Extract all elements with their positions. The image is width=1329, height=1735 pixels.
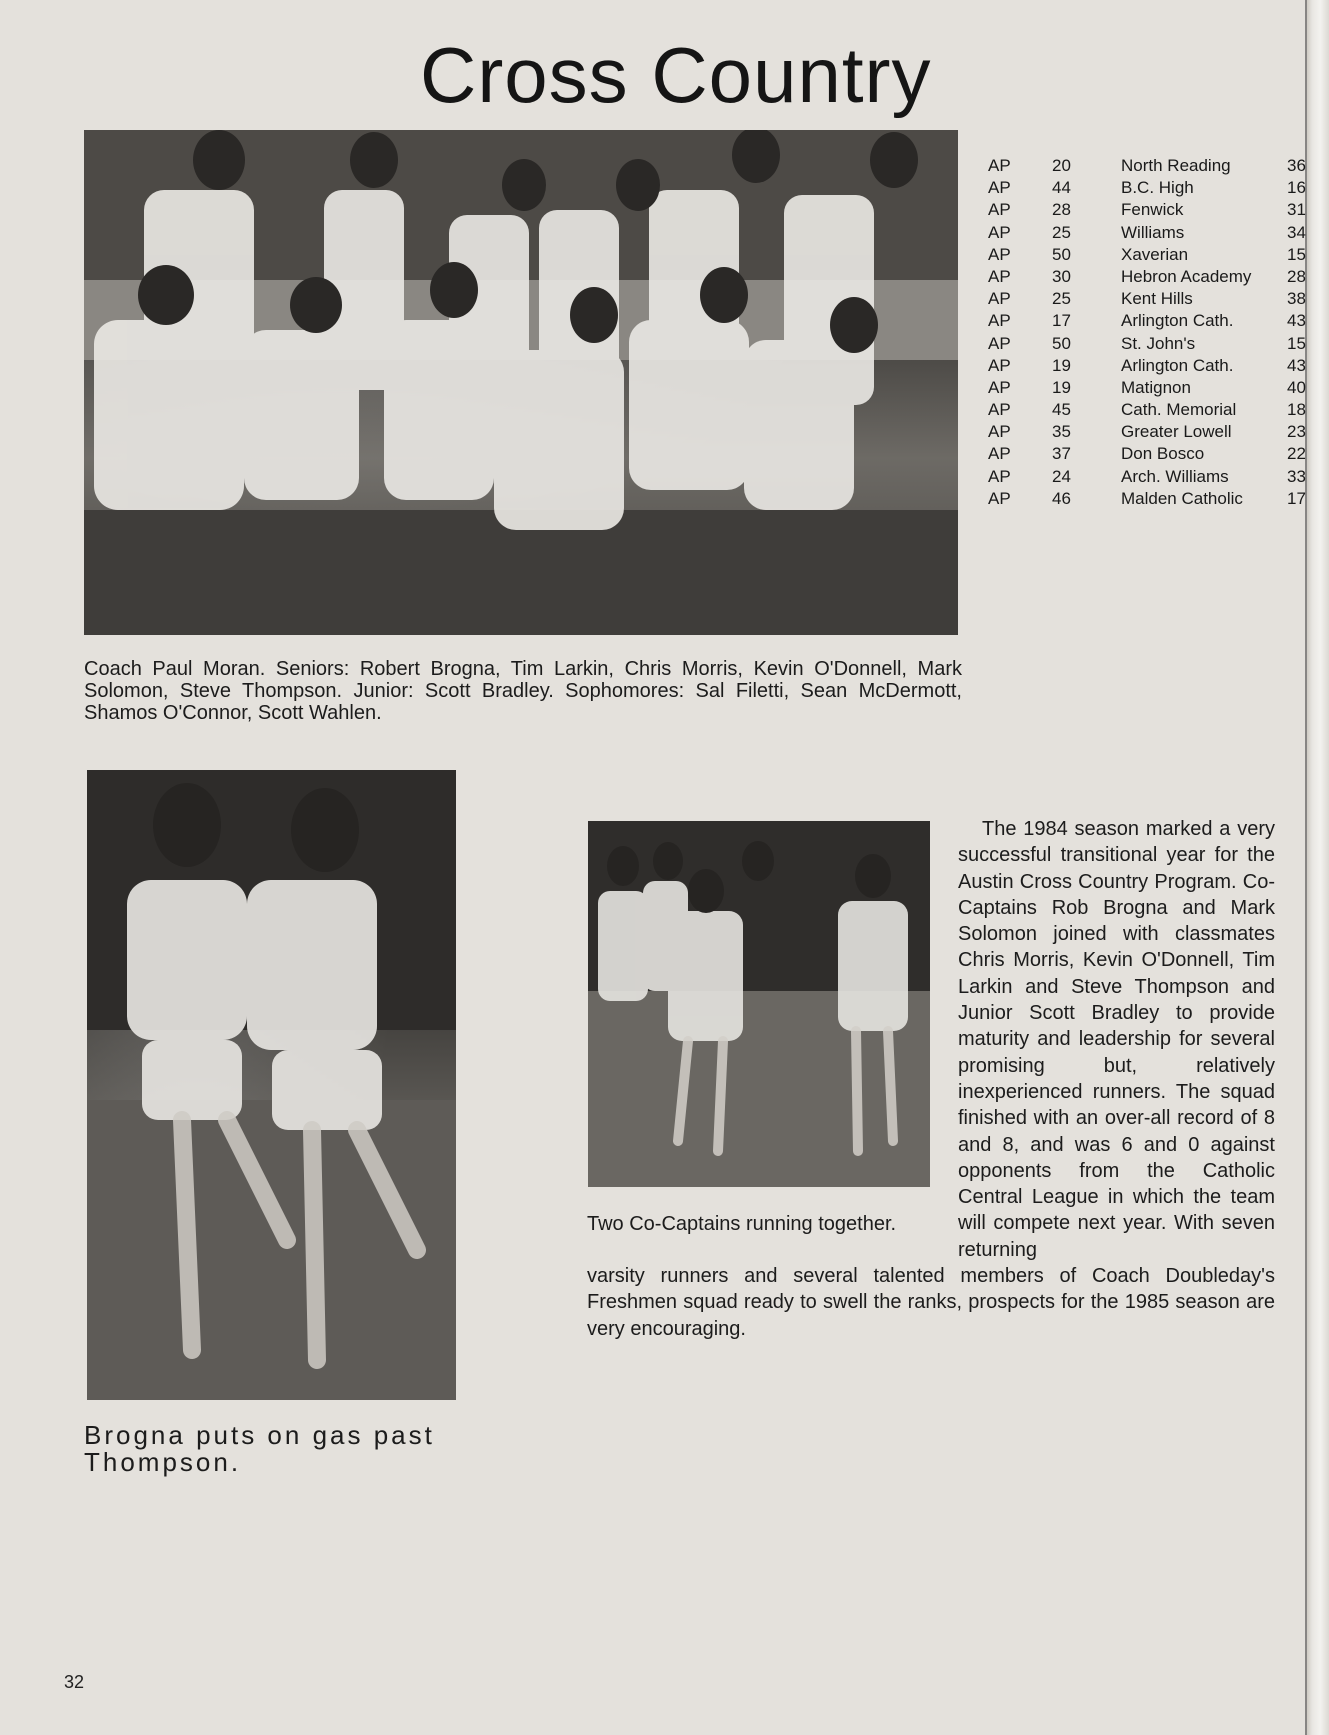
- team-score: 25: [1052, 289, 1071, 309]
- team-score: 45: [1052, 400, 1071, 420]
- opponent-name: Cath. Memorial: [1121, 400, 1237, 420]
- score-row: [986, 333, 1306, 355]
- score-row: [986, 244, 1306, 266]
- opponent-score: 18: [1287, 400, 1306, 420]
- opponent-name: North Reading: [1121, 156, 1231, 175]
- team-score: 44: [1052, 178, 1071, 198]
- score-row: [986, 421, 1306, 443]
- opponent-score: 16: [1287, 178, 1306, 198]
- team-score: 19: [1052, 377, 1071, 397]
- team-score: 35: [1052, 422, 1071, 442]
- team-score: 37: [1052, 444, 1071, 464]
- opponent-name: Malden Catholic: [1121, 488, 1243, 508]
- page-number: 32: [64, 1672, 85, 1692]
- opponent-name: Don Bosco: [1121, 444, 1205, 464]
- team-score: 19: [1052, 355, 1071, 375]
- team-abbrev: AP: [988, 466, 1011, 486]
- opponent-score: 40: [1287, 377, 1306, 397]
- team-score: 30: [1052, 266, 1071, 286]
- article-column-text: [958, 816, 1275, 1263]
- opponent-score: 43: [1287, 311, 1306, 331]
- team-abbrev: AP: [988, 422, 1011, 442]
- opponent-name: Matignon: [1121, 377, 1191, 397]
- team-score: 46: [1052, 488, 1071, 508]
- score-row: [986, 266, 1306, 288]
- team-abbrev: AP: [988, 244, 1011, 264]
- team-score: 20: [1052, 156, 1071, 175]
- score-row: [986, 199, 1306, 221]
- score-row: [986, 177, 1306, 199]
- opponent-name: Hebron Academy: [1121, 266, 1252, 286]
- opponent-name: Greater Lowell: [1121, 422, 1232, 442]
- opponent-name: Xaverian: [1121, 244, 1189, 264]
- score-row: [986, 377, 1306, 399]
- page-title: Cross Country: [420, 31, 932, 119]
- opponent-name: B.C. High: [1121, 178, 1194, 198]
- team-score: 50: [1052, 333, 1071, 353]
- opponent-score: 28: [1287, 266, 1306, 286]
- score-row: [986, 222, 1306, 244]
- opponent-score: 34: [1287, 222, 1306, 242]
- article-wide-text: varsity runners and several talented members of Coach Doubleday's Freshmen squad ready to swell the ranks, prospects for the 1985 season are very encouraging.: [587, 1265, 1275, 1340]
- opponent-score: 36: [1287, 156, 1306, 175]
- score-row: [986, 466, 1306, 488]
- score-row: [986, 288, 1306, 310]
- team-abbrev: AP: [988, 400, 1011, 420]
- opponent-score: 43: [1287, 355, 1306, 375]
- team-abbrev: AP: [988, 289, 1011, 309]
- score-row: [986, 310, 1306, 332]
- team-abbrev: AP: [988, 488, 1011, 508]
- opponent-score: 15: [1287, 244, 1306, 264]
- score-row: [986, 155, 1306, 177]
- team-abbrev: AP: [988, 222, 1011, 242]
- team-photo-caption: Coach Paul Moran. Seniors: Robert Brogna, Tim Larkin, Chris Morris, Kevin O'Donnell, Mark Solomon, Steve Thompson. Junior: Scott Bradley. Sophomores: Sal Filetti, Sean McDermott, Shamos O'Connor, Scott Wahlen.: [84, 658, 962, 724]
- opponent-score: 22: [1287, 444, 1306, 464]
- team-abbrev: AP: [988, 444, 1011, 464]
- season-scores-table: [986, 155, 1306, 510]
- opponent-score: 31: [1287, 200, 1306, 220]
- opponent-name: Kent Hills: [1121, 289, 1193, 309]
- opponent-score: 17: [1287, 488, 1306, 508]
- team-score: 28: [1052, 200, 1071, 220]
- team-abbrev: AP: [988, 200, 1011, 220]
- opponent-name: St. John's: [1121, 333, 1196, 353]
- team-abbrev: AP: [988, 333, 1011, 353]
- opponent-name: Arch. Williams: [1121, 466, 1229, 486]
- opponent-name: Arlington Cath.: [1121, 355, 1234, 375]
- opponent-name: Arlington Cath.: [1121, 311, 1234, 331]
- score-row: [986, 443, 1306, 465]
- team-abbrev: AP: [988, 266, 1011, 286]
- team-photo: [84, 130, 958, 635]
- team-abbrev: AP: [988, 156, 1011, 175]
- opponent-score: 15: [1287, 333, 1306, 353]
- adjacent-page-edge: [1307, 0, 1329, 1735]
- team-abbrev: AP: [988, 311, 1011, 331]
- score-row: [986, 399, 1306, 421]
- runners-photo-small: [588, 821, 930, 1187]
- opponent-score: 23: [1287, 422, 1306, 442]
- team-score: 50: [1052, 244, 1071, 264]
- team-abbrev: AP: [988, 178, 1011, 198]
- team-abbrev: AP: [988, 355, 1011, 375]
- opponent-score: 38: [1287, 289, 1306, 309]
- opponent-name: Williams: [1121, 222, 1185, 242]
- runners-photo-large: [87, 770, 456, 1400]
- article-column-body: The 1984 season marked a very successful transitional year for the Austin Cross Country Program. Co-Captains Rob Brogna and Mark Solomon joined with classmates Chris Morris, Kevin O'Donnell, Tim Larkin and Steve Thompson and Junior Scott Bradley to provide maturity and leadership for several promising but, relatively inexperienced runners. The squad finished with an over-all record of 8 and 8, and was 6 and 0 against opponents from the Catholic Central League in which the team will compete next year. With seven returning: [958, 818, 1275, 1261]
- team-score: 24: [1052, 466, 1071, 486]
- team-score: 17: [1052, 311, 1071, 331]
- opponent-name: Fenwick: [1121, 200, 1184, 220]
- team-abbrev: AP: [988, 377, 1011, 397]
- score-row: [986, 488, 1306, 510]
- team-score: 25: [1052, 222, 1071, 242]
- opponent-score: 33: [1287, 466, 1306, 486]
- large-photo-caption: Brogna puts on gas past Thompson.: [84, 1420, 435, 1477]
- score-row: [986, 355, 1306, 377]
- small-photo-caption: Two Co-Captains running together.: [587, 1213, 897, 1235]
